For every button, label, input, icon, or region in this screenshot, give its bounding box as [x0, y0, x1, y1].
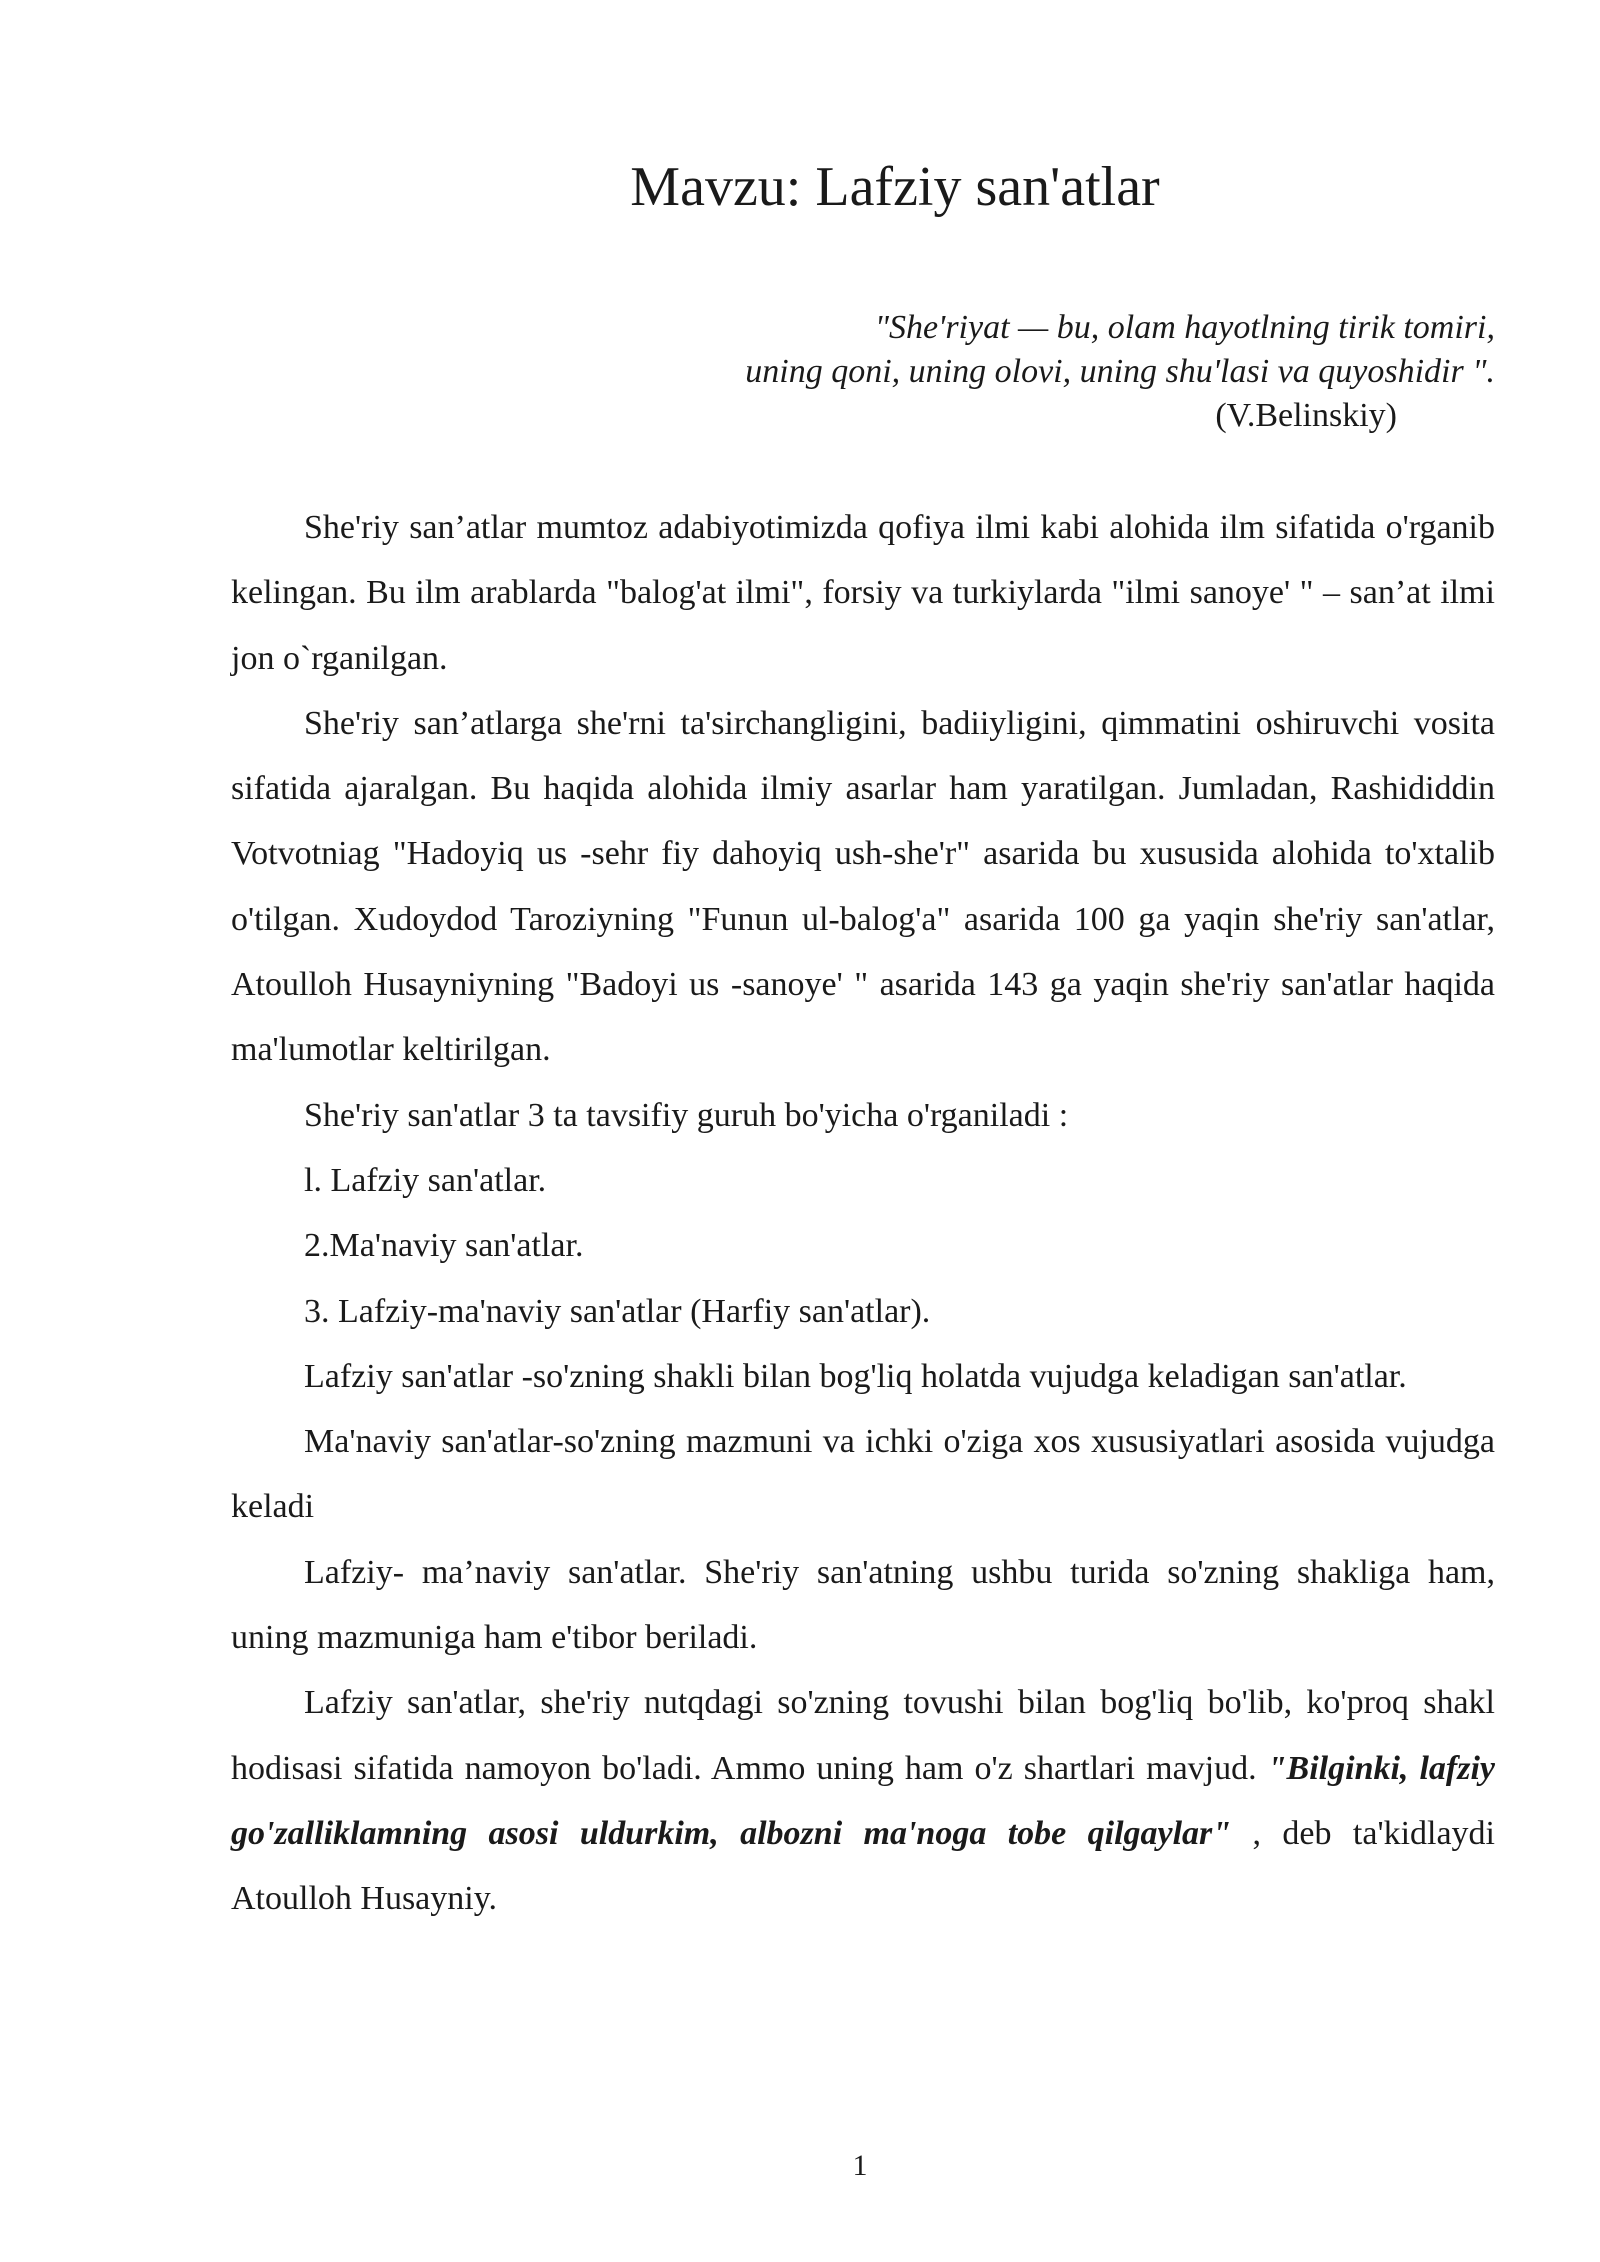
- list-item: 3. Lafziy-ma'naviy san'atlar (Harfiy san'atlar).: [304, 1292, 931, 1330]
- paragraph-groups: She'riy san'atlar 3 ta tavsifiy guruh bo'yicha o'rganiladi :: [304, 1096, 1069, 1134]
- paragraph-lafziy-manaviy: Lafziy- ma’naviy san'atlar. She'riy san'atning ushbu turida so'zning shakliga ham, uning mazmuniga ham e'tibor beriladi.: [231, 1553, 1495, 1657]
- conclusion-quote: "Bilginki, lafziy go'zalliklamning asosi uldurkim, albozni ma'noga tobe qilgaylar": [231, 1749, 1495, 1852]
- page-title: Mavzu: Lafziy san'atlar: [630, 156, 1160, 218]
- conclusion-text-start: Lafziy san'atlar, she'riy nutqdagi so'zning tovushi bilan bog'liq bo'lib, ko'proq shakl hodisasi sifatida namoyon bo'ladi. Ammo uning ham o'z shartlari mavjud.: [231, 1684, 1495, 1787]
- paragraph-conclusion: [231, 1670, 1495, 1931]
- conclusion-text-end: , deb ta'kidlaydi Atoulloh Husayniy.: [231, 1814, 1495, 1918]
- paragraph-works: She'riy san’atlarga she'rni ta'sirchangligini, badiiyligini, qimmatini oshiruvchi vosita sifatida ajaralgan. Bu haqida alohida ilmiy asarlar ham yaratilgan. Jumladan, Rashididdin Votvotniag "Hadoyiq us -sehr fiy dahoyiq ush-she'r" asarida bu xususida alohida to'xtalib o'tilgan. Xudoydod Taroziyning "Funun ul-balog'a" asarida 100 ga yaqin she'riy san'atlar, Atoulloh Husayniyning "Badoyi us -sanoye' " asarida 143 ga yaqin she'riy san'atlar haqida ma'lumotlar keltirilgan.: [231, 704, 1495, 1069]
- list-item: 2.Ma'naviy san'atlar.: [304, 1227, 584, 1265]
- epigraph-line-2: uning qoni, uning olovi, uning shu'lasi va quyoshidir ".: [745, 353, 1495, 390]
- paragraph-intro: She'riy san’atlar mumtoz adabiyotimizda qofiya ilmi kabi alohida ilm sifatida o'rganib kelingan. Bu ilm arablarda "balog'at ilmi", forsiy va turkiylarda "ilmi sanoye' " – san’at ilmi jon o`rganilgan.: [231, 509, 1495, 677]
- epigraph-line-1: "She'riyat — bu, olam hayotlning tirik tomiri,: [874, 309, 1495, 346]
- page-number: 1: [852, 2149, 868, 2182]
- paragraph-lafziy-definition: Lafziy san'atlar -so'zning shakli bilan bog'liq holatda vujudga keladigan san'atlar.: [304, 1357, 1407, 1395]
- paragraph-manaviy-definition: Ma'naviy san'atlar-so'zning mazmuni va ichki o'ziga xos xususiyatlari asosida vujudga keladi: [231, 1423, 1495, 1526]
- list-item: l. Lafziy san'atlar.: [304, 1161, 547, 1199]
- epigraph-author: (V.Belinskiy): [1215, 397, 1397, 434]
- document-body: [231, 495, 1495, 1932]
- epigraph: [745, 306, 1495, 438]
